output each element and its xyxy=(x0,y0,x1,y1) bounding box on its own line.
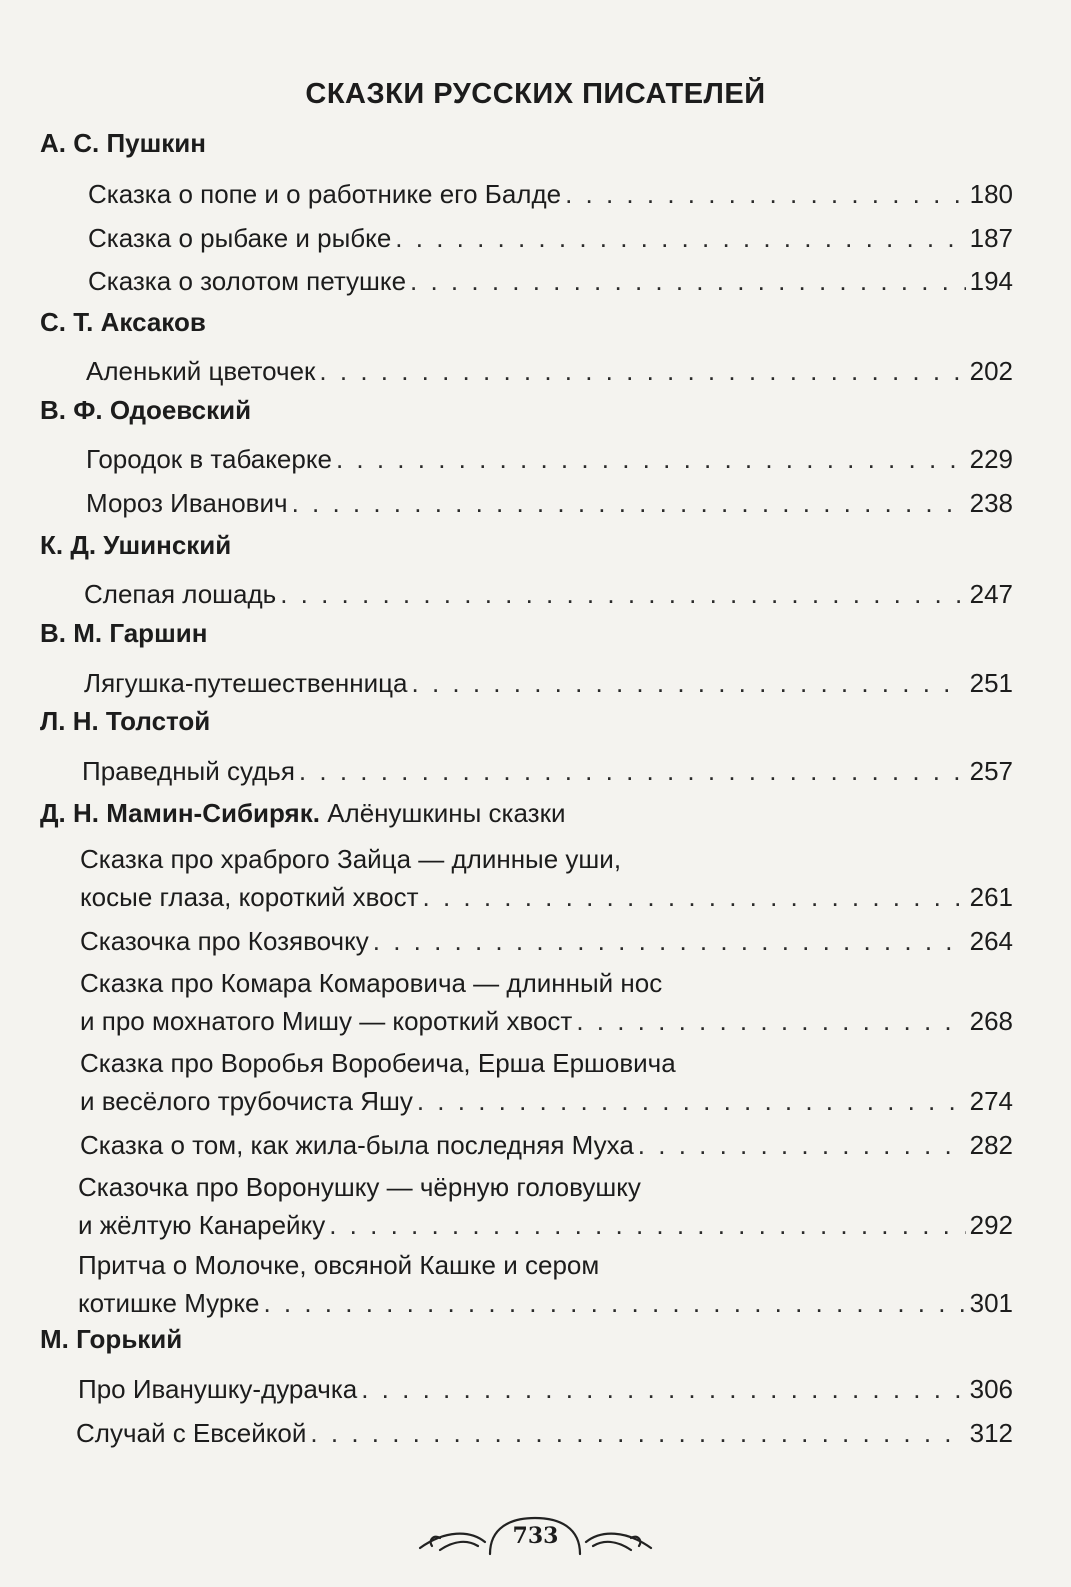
toc-entry[interactable] xyxy=(76,1414,1013,1452)
entry-title: Сказка о рыбаке и рыбке xyxy=(88,223,392,253)
author-heading xyxy=(40,530,231,561)
toc-entry[interactable] xyxy=(84,664,1013,702)
dot-leader xyxy=(263,1284,965,1322)
toc-entry[interactable] xyxy=(78,1168,1013,1244)
toc-entry[interactable] xyxy=(82,752,1013,790)
entry-title: Сказка про Комара Комаровича — длинный нос xyxy=(80,968,663,998)
entry-title: и про мохнатого Мишу — короткий хвост xyxy=(80,1006,573,1036)
entry-title: Аленький цветочек xyxy=(86,356,316,386)
page-ref: 282 xyxy=(969,1130,1013,1160)
dot-leader xyxy=(361,1370,965,1408)
toc-entry[interactable] xyxy=(84,575,1013,613)
page-ref: 292 xyxy=(969,1210,1013,1240)
dot-leader xyxy=(329,1206,965,1244)
page-ref: 301 xyxy=(969,1288,1013,1318)
entry-title: Лягушка-путешественница xyxy=(84,668,408,698)
page-ref: 229 xyxy=(969,444,1013,474)
entry-title: Сказочка про Козявочку xyxy=(80,926,369,956)
author-heading xyxy=(40,706,210,737)
entry-title: Сказка о попе и о работнике его Балде xyxy=(88,179,562,209)
author-heading xyxy=(40,395,251,426)
dot-leader xyxy=(410,262,966,300)
toc-entry[interactable] xyxy=(80,964,1013,1040)
dot-leader xyxy=(395,219,965,257)
toc-entry[interactable] xyxy=(78,1370,1013,1408)
entry-title: Притча о Молочке, овсяной Кашке и сером xyxy=(78,1250,600,1280)
author-heading xyxy=(40,618,207,649)
author-heading xyxy=(40,128,206,159)
dot-leader xyxy=(310,1414,965,1452)
author-name: М. Горький xyxy=(40,1324,183,1354)
dot-leader xyxy=(292,484,966,522)
toc-entry[interactable] xyxy=(80,840,1013,916)
page-ref: 257 xyxy=(969,756,1013,786)
entry-title: Праведный судья xyxy=(82,756,295,786)
entry-title: Случай с Евсейкой xyxy=(76,1418,307,1448)
page-ref: 238 xyxy=(969,488,1013,518)
dot-leader xyxy=(565,175,966,213)
author-name: А. С. Пушкин xyxy=(40,128,206,158)
dot-leader xyxy=(319,352,965,390)
entry-title: и жёлтую Канарейку xyxy=(78,1210,326,1240)
section-title: СКАЗКИ РУССКИХ ПИСАТЕЛЕЙ xyxy=(305,78,766,110)
toc-entry[interactable] xyxy=(88,219,1013,257)
toc-entry[interactable] xyxy=(80,922,1013,960)
dot-leader xyxy=(299,752,966,790)
author-heading xyxy=(40,307,206,338)
page-ref: 268 xyxy=(969,1006,1013,1036)
dot-leader xyxy=(576,1002,965,1040)
page-ref: 194 xyxy=(969,266,1013,296)
author-name: Л. Н. Толстой xyxy=(40,706,211,736)
entry-title: Сказка про Воробья Воробеича, Ерша Ершовича xyxy=(80,1048,676,1078)
page-ref: 202 xyxy=(969,356,1013,386)
entry-title: и весёлого трубочиста Яшу xyxy=(80,1086,413,1116)
author-name: К. Д. Ушинский xyxy=(40,530,232,560)
entry-title: Сказка о золотом петушке xyxy=(88,266,407,296)
author-heading xyxy=(40,798,565,829)
author-name: В. М. Гаршин xyxy=(40,618,208,648)
entry-title: Сказка про храброго Зайца — длинные уши, xyxy=(80,844,622,874)
page-ref: 306 xyxy=(969,1374,1013,1404)
page-ref: 264 xyxy=(969,926,1013,956)
toc-entry[interactable] xyxy=(86,352,1013,390)
page-ref: 180 xyxy=(969,179,1013,209)
entry-title: Городок в табакерке xyxy=(86,444,332,474)
toc-entry[interactable] xyxy=(80,1044,1013,1120)
page-ref: 251 xyxy=(969,668,1013,698)
entry-title: Сказочка про Воронушку — чёрную головушку xyxy=(78,1172,641,1202)
entry-title: Мороз Иванович xyxy=(86,488,288,518)
toc-entry[interactable] xyxy=(88,262,1013,300)
dot-leader xyxy=(336,440,966,478)
toc-entry[interactable] xyxy=(78,1246,1013,1322)
toc-entry[interactable] xyxy=(86,484,1013,522)
dot-leader xyxy=(412,664,966,702)
entry-title: Слепая лошадь xyxy=(84,579,277,609)
page-ref: 261 xyxy=(969,882,1013,912)
toc-entry[interactable] xyxy=(88,175,1013,213)
entry-title: косые глаза, короткий хвост xyxy=(80,882,419,912)
page-ref: 274 xyxy=(969,1086,1013,1116)
author-heading xyxy=(40,1324,182,1355)
dot-leader xyxy=(417,1082,966,1120)
dot-leader xyxy=(280,575,965,613)
dot-leader xyxy=(373,922,966,960)
page-ref: 187 xyxy=(969,223,1013,253)
author-name: В. Ф. Одоевский xyxy=(40,395,252,425)
page-number: 733 xyxy=(512,1523,559,1549)
toc-entry[interactable] xyxy=(86,440,1013,478)
dot-leader xyxy=(638,1126,966,1164)
author-name: С. Т. Аксаков xyxy=(40,307,206,337)
page-ref: 312 xyxy=(969,1418,1013,1448)
author-name: Д. Н. Мамин-Сибиряк. xyxy=(40,798,320,828)
page-ref: 247 xyxy=(969,579,1013,609)
entry-title: Про Иванушку-дурачка xyxy=(78,1374,358,1404)
entry-title: котишке Мурке xyxy=(78,1288,260,1318)
collection-title: Алёнушкины сказки xyxy=(319,798,566,828)
entry-title: Сказка о том, как жила-была последняя Муха xyxy=(80,1130,634,1160)
toc-entry[interactable] xyxy=(80,1126,1013,1164)
dot-leader xyxy=(423,878,966,916)
